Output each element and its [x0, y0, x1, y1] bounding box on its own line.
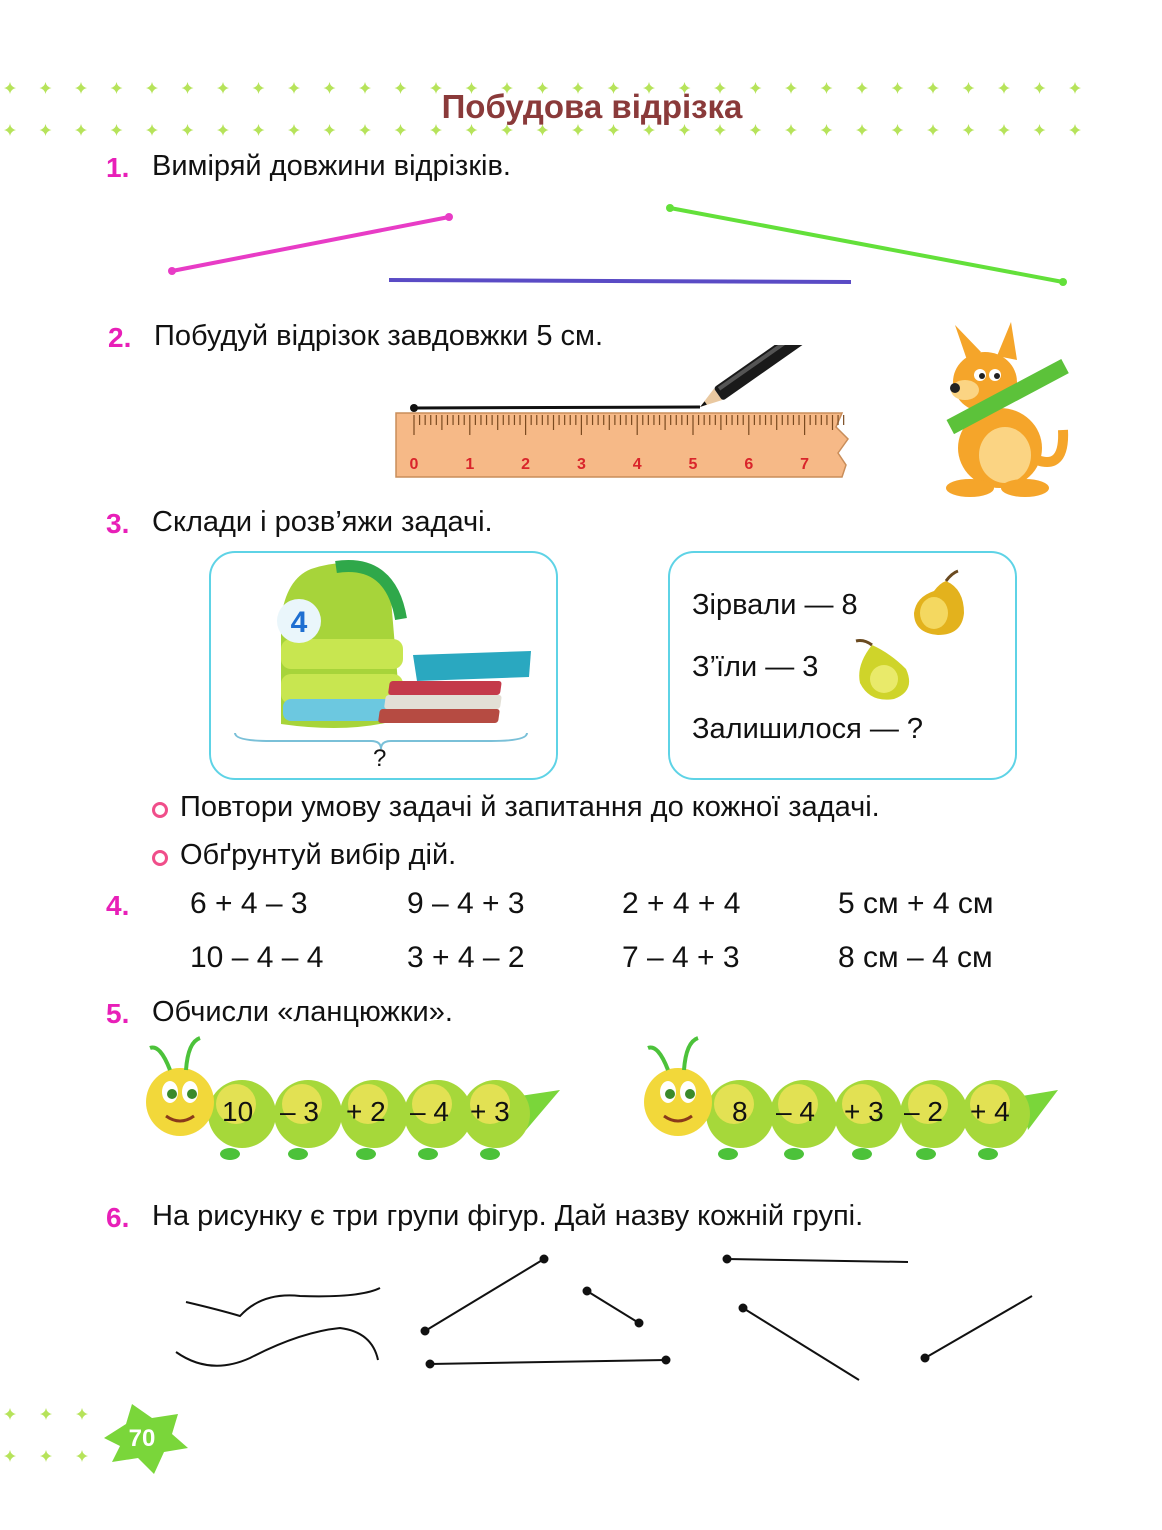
pears-eaten-line: З’їли — 3	[692, 651, 819, 683]
dot-decoration	[76, 1450, 88, 1462]
expression: 2 + 4 + 4	[622, 887, 741, 920]
problem-box-backpack	[209, 551, 558, 780]
pears-picked-line: Зірвали — 8	[692, 589, 858, 621]
kangaroo-with-ruler-picture	[925, 320, 1075, 500]
ruler-label: 1	[465, 456, 475, 473]
expression: 6 + 4 – 3	[190, 887, 308, 920]
expression: 5 см + 4 см	[838, 887, 994, 920]
task-3-text: Склади і розв’яжи задачі.	[152, 506, 493, 538]
rays-group	[724, 1256, 1033, 1381]
expression: 10 – 4 – 4	[190, 941, 324, 974]
chain-segment: 10	[222, 1096, 254, 1127]
ruler-illustration	[390, 345, 860, 485]
dot-decoration	[40, 1450, 52, 1462]
bullet-1-text: Повтори умову задачі й запитання до кожної задачі.	[180, 791, 880, 823]
chain-segment: + 2	[346, 1096, 386, 1127]
dot-decoration	[40, 1408, 52, 1420]
task-3-number: 3.	[106, 508, 130, 539]
ruler-label: 4	[632, 456, 642, 473]
chain-segment: + 3	[844, 1096, 884, 1127]
ruler-label: 6	[744, 456, 754, 473]
bullet-marker	[152, 850, 168, 866]
task-5-text: Обчисли «ланцюжки».	[152, 996, 453, 1028]
chain-segment: + 3	[470, 1096, 510, 1127]
dot-decoration	[4, 1450, 16, 1462]
page-number: 70	[128, 1425, 156, 1452]
ruler-label: 0	[409, 456, 419, 473]
ruler-label: 3	[576, 456, 586, 473]
task-5-number: 5.	[106, 998, 130, 1029]
expression: 9 – 4 + 3	[407, 887, 525, 920]
chain-segment: – 4	[410, 1096, 449, 1127]
task-1-text: Виміряй довжини відрізків.	[152, 150, 511, 182]
expression: 7 – 4 + 3	[622, 941, 740, 974]
caterpillar-chain-2	[628, 1030, 1068, 1170]
task-6-text: На рисунку є три групи фігур. Дай назву кожній групі.	[152, 1200, 864, 1232]
dot-decoration	[4, 1408, 16, 1420]
segments-group	[422, 1256, 670, 1368]
backpack-question: ?	[373, 745, 387, 772]
chain-segment: – 2	[904, 1096, 943, 1127]
segments-to-measure	[0, 0, 1162, 300]
task-6-number: 6.	[106, 1202, 130, 1233]
bullet-2-text: Обґрунтуй вибір дій.	[180, 839, 457, 871]
caterpillar-chain-1	[130, 1030, 570, 1170]
task-1-number: 1.	[106, 152, 130, 183]
bullet-marker	[152, 802, 168, 818]
green-segment	[670, 208, 1063, 282]
pears-left-line: Залишилося — ?	[692, 713, 924, 745]
chain-segment: 8	[732, 1096, 748, 1127]
page-title: Побудова відрізка	[441, 88, 743, 125]
curved-lines-group	[176, 1288, 380, 1366]
pear-picture-2	[850, 637, 920, 703]
chain-segment: + 4	[970, 1096, 1010, 1127]
chain-segment: – 4	[776, 1096, 815, 1127]
expression: 3 + 4 – 2	[407, 941, 525, 974]
backpack-and-books-picture	[241, 559, 541, 749]
chain-segment: – 3	[280, 1096, 319, 1127]
task-2-number: 2.	[108, 322, 132, 353]
ruler-label: 5	[688, 456, 698, 473]
expression: 8 см – 4 см	[838, 941, 993, 974]
figures-groups	[0, 1240, 1162, 1390]
dot-decoration	[76, 1408, 88, 1420]
problem-box-pears	[668, 551, 1017, 780]
ruler-label: 7	[800, 456, 810, 473]
pink-segment	[172, 217, 449, 271]
pear-picture-1	[906, 569, 976, 639]
page-number-badge	[96, 1402, 190, 1476]
task-2-text: Побудуй відрізок завдовжки 5 см.	[154, 320, 604, 352]
task-4-number: 4.	[106, 890, 130, 921]
backpack-number: 4	[290, 606, 308, 639]
ruler-label: 2	[521, 456, 531, 473]
purple-segment	[389, 280, 851, 282]
decorative-dots-bottom	[0, 1404, 100, 1464]
